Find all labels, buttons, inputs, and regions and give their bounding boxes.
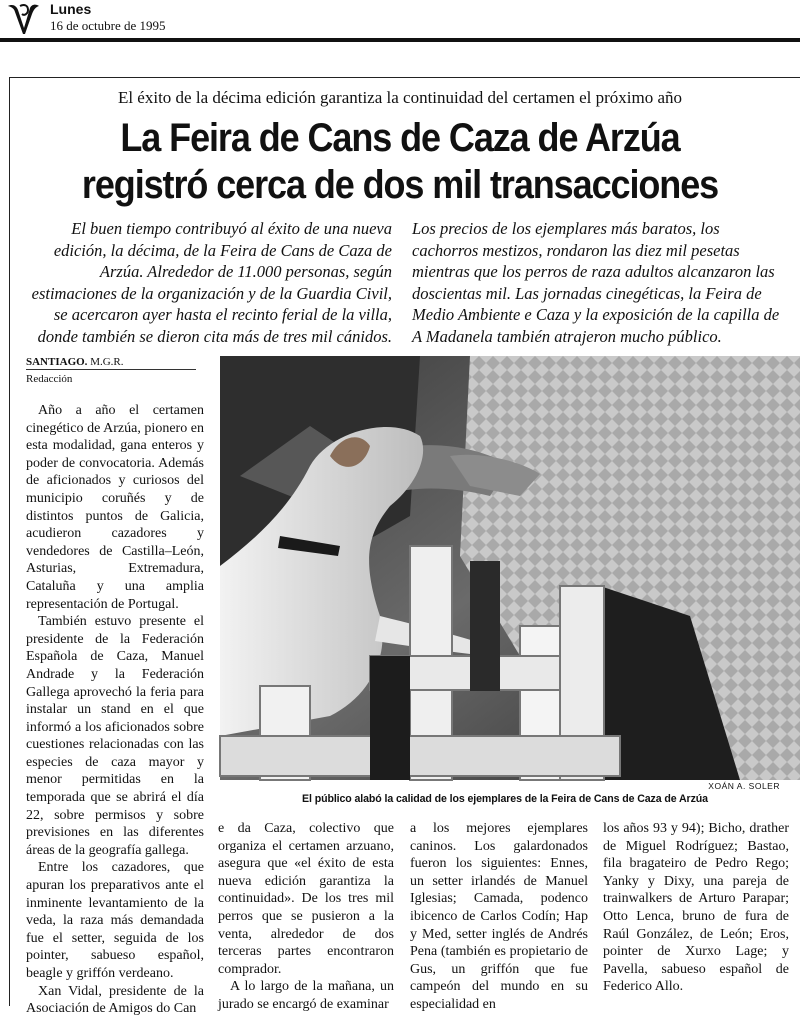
byline [26,356,196,368]
masthead-day: Lunes [50,1,92,17]
article-photo [220,356,800,780]
byline-role: Redacción [26,373,73,385]
article-kicker: El éxito de la décima edición garantiza la continuidad del certamen el próximo año [117,88,683,107]
byline-place: SANTIAGO. [26,356,88,368]
photo-caption: El público alabó la calidad de los ejemplares de la Feira de Cans de Caza de Arzúa [302,793,708,805]
headline-line-2: registró cerca de dos mil transacciones [81,163,719,207]
byline-rule [26,369,196,370]
dek-right: Los precios de los ejemplares más baratos, los cachorros mestizos, rondaron las diez mil pesetas mientras que los perros de raza adultos alcanzaron las doscientas mil. Las jornadas cinegéticas, la Feira de Medio Ambiente e Caza y la exposición de la capilla de A Madanela también atrajeron mucho público. [412,219,780,346]
photo-credit: XOÁN A. SOLER [708,781,780,791]
body-paragraph: Xan Vidal, presidente de la Asociación de Amigos do Can [26,983,204,1017]
body-column-1 [26,402,204,1018]
body-paragraph: los años 93 y 94); Bicho, drather de Miguel Rodríguez; Bastao, fila bragateiro de Pedro Rego; Yanky y Dixy, una pareja de trainwalkers de Arturo Parapar; Otto Lenca, bruno de fura de Raúl González, de León; Eros, pointer de Xurxo Lage; y Pavella, sabueso español de Federico Allo. [603,821,789,995]
masthead-date: 16 de octubre de 1995 [50,18,166,33]
body-paragraph: También estuvo presente el presidente de la Federación Española de Caza, Manuel Andrade y la Federación Gallega aprovechó la feria para instalar un stand en el que informó a los aficionados sobre cuestiones relacionadas con las especies de caza mayor y menor permitidas en la temporada que se abrirá el día 22, sobre permisos y sobre previsiones en las diferentes áreas de la geografía gallega. [26,614,204,858]
article-frame-top [9,77,800,78]
headline-line-1: La Feira de Cans de Caza de Arzúa [120,116,680,160]
body-paragraph: Año a año el certamen cinegético de Arzúa, pionero en esta modalidad, gana enteros y poder de convocatoria. Además de aficionados y curiosos del municipio coruñés y de distintos puntos de Galicia, acudieron cazadores y vendedores de Castilla–León, Asturias, Extremadura, Cataluña y una amplia representación de Portugal. [26,403,204,612]
body-paragraph: e da Caza, colectivo que organiza el certamen arzuano, asegura que «el éxito de esta nueva edición garantiza la continuidad». De los tres mil perros que se pusieron a la venta, alrededor de dos terceras partes encontraron comprador. [218,821,394,977]
body-paragraph: Entre los cazadores, que apuran los preparativos ante el inminente levantamiento de la veda, la raza más demandada fue el setter, seguida de los pointer, sabueso español, beagle y griffón verdeano. [26,860,204,981]
body-column-4 [603,820,789,996]
article-frame-left [9,77,10,1006]
masthead [0,0,800,40]
byline-author: M.G.R. [90,356,124,368]
newspaper-logo-icon [6,2,42,36]
body-paragraph: a los mejores ejemplares caninos. Los galardonados fueron los siguientes: Ennes, un setter irlandés de Manuel Iglesias; Camada, podenco ibicenco de Carlos Codín; Hap y Med, setter inglés de Andrés Pena (también es propietario de Gus, un griffón que fue campeón del mundo en su especialidad en [410,821,588,1012]
article-headline [40,115,760,209]
body-paragraph: A lo largo de la mañana, un jurado se encargó de examinar [218,979,394,1012]
body-column-3 [410,820,588,1014]
masthead-rule [0,38,800,42]
dek-left: El buen tiempo contribuyó al éxito de una nueva edición, la décima, de la Feira de Cans de Caza de Arzúa. Alrededor de 11.000 personas, según estimaciones de la organización y de la Guardia Civil, se acercaron ayer hasta el recinto ferial de la villa, donde también se dieron cita más de tres mil cánidos. [31,219,392,346]
body-column-2 [218,820,394,1014]
